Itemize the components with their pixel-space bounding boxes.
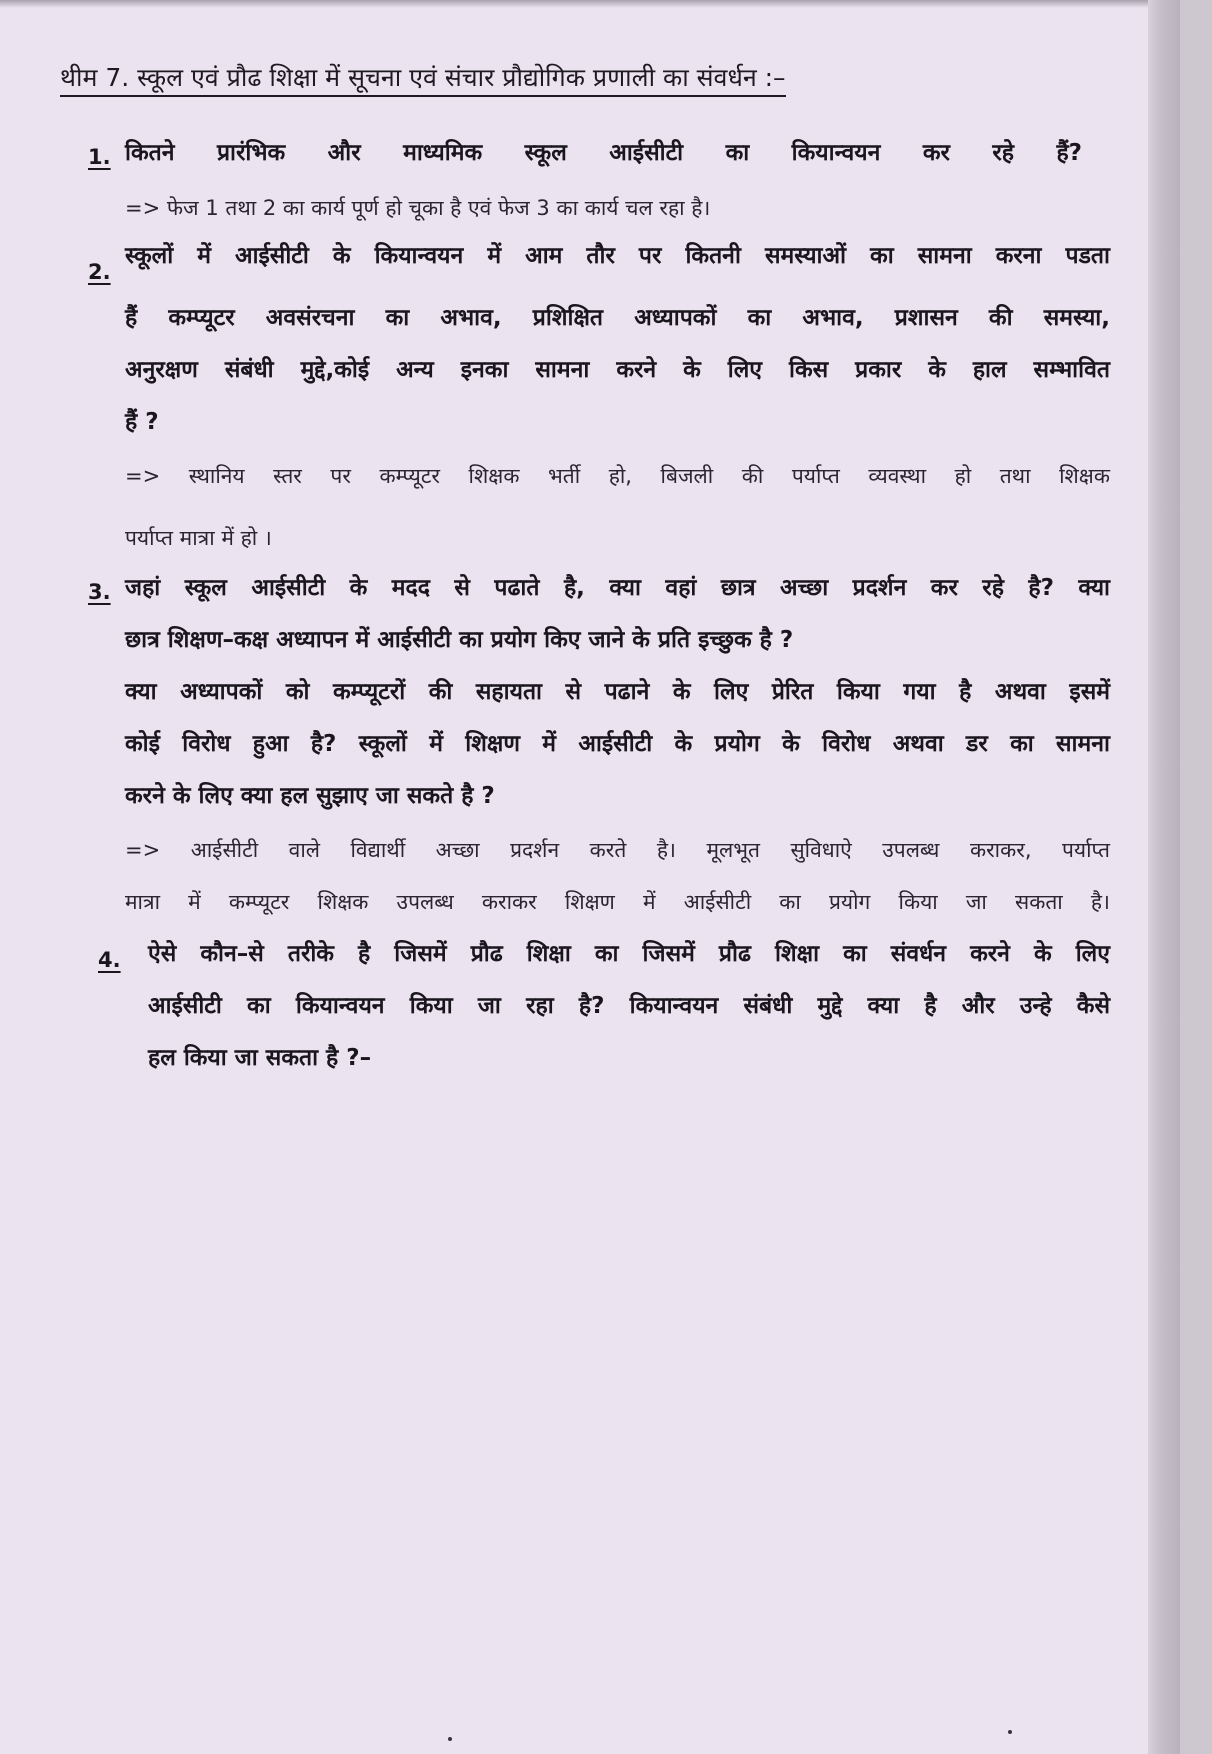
question-2-number: 2. [88, 260, 111, 284]
question-4-number: 4. [98, 948, 121, 972]
question-3-number: 3. [88, 580, 111, 604]
question-1-number: 1. [88, 145, 111, 169]
question-2-line-2: हैं कम्प्यूटर अवसंरचना का अभाव, प्रशिक्षित अध्यापकों का अभाव, प्रशासन की समस्या, [125, 305, 1110, 331]
question-2-line-4: हैं ? [125, 409, 159, 435]
question-1-line-1: कितने प्रारंभिक और माध्यमिक स्कूल आईसीटी का कियान्वयन कर रहे हैं? [125, 140, 1082, 166]
question-3-line-4: कोई विरोध हुआ है? स्कूलों में शिक्षण में आईसीटी के प्रयोग के विरोध अथवा डर का सामना [125, 731, 1110, 757]
answer-3-line-1: => आईसीटी वाले विद्यार्थी अच्छा प्रदर्शन करते है। मूलभूत सुविधाऐ उपलब्ध कराकर, पर्याप्त [125, 838, 1110, 862]
heading-text: थीम 7. स्कूल एवं प्रौढ शिक्षा में सूचना एवं संचार प्रौद्योगिक प्रणाली का संवर्धन :– [60, 63, 786, 97]
question-4-line-2: आईसीटी का कियान्वयन किया जा रहा है? कियान्वयन संबंधी मुद्दे क्या है और उन्हे कैसे [148, 993, 1110, 1019]
answer-2-line-2: पर्याप्त मात्रा में हो । [125, 526, 272, 550]
question-4-line-3: हल किया जा सकता है ?– [148, 1045, 372, 1071]
question-4-line-1: ऐसे कौन–से तरीके है जिसमें प्रौढ शिक्षा का जिसमें प्रौढ शिक्षा का संवर्धन करने के लिए [148, 941, 1110, 967]
scan-speck [1008, 1730, 1012, 1734]
question-2-line-1: स्कूलों में आईसीटी के कियान्वयन में आम तौर पर कितनी समस्याओं का सामना करना पडता [125, 243, 1110, 269]
answer-1-line-1: => फेज 1 तथा 2 का कार्य पूर्ण हो चूका है एवं फेज 3 का कार्य चल रहा है। [125, 196, 711, 220]
answer-2-line-1: => स्थानिय स्तर पर कम्प्यूटर शिक्षक भर्ती हो, बिजली की पर्याप्त व्यवस्था हो तथा शिक्षक [125, 464, 1110, 488]
page-edge [1148, 0, 1180, 1754]
question-3-line-2: छात्र शिक्षण–कक्ष अध्यापन में आईसीटी का प्रयोग किए जाने के प्रति इच्छुक है ? [125, 627, 794, 653]
scan-speck [448, 1737, 452, 1741]
question-3-line-1: जहां स्कूल आईसीटी के मदद से पढाते है, क्या वहां छात्र अच्छा प्रदर्शन कर रहे है? क्या [125, 575, 1110, 601]
question-2-line-3: अनुरक्षण संबंधी मुद्दे,कोई अन्य इनका सामना करने के लिए किस प्रकार के हाल सम्भावित [125, 357, 1110, 383]
scan-top-shadow [0, 0, 1180, 8]
answer-3-line-2: मात्रा में कम्प्यूटर शिक्षक उपलब्ध कराकर शिक्षण में आईसीटी का प्रयोग किया जा सकता है। [125, 890, 1110, 914]
page-heading [60, 60, 1060, 94]
question-3-line-5: करने के लिए क्या हल सुझाए जा सकते है ? [125, 783, 495, 809]
question-3-line-3: क्या अध्यापकों को कम्प्यूटरों की सहायता से पढाने के लिए प्रेरित किया गया है अथवा इसमें [125, 679, 1110, 705]
